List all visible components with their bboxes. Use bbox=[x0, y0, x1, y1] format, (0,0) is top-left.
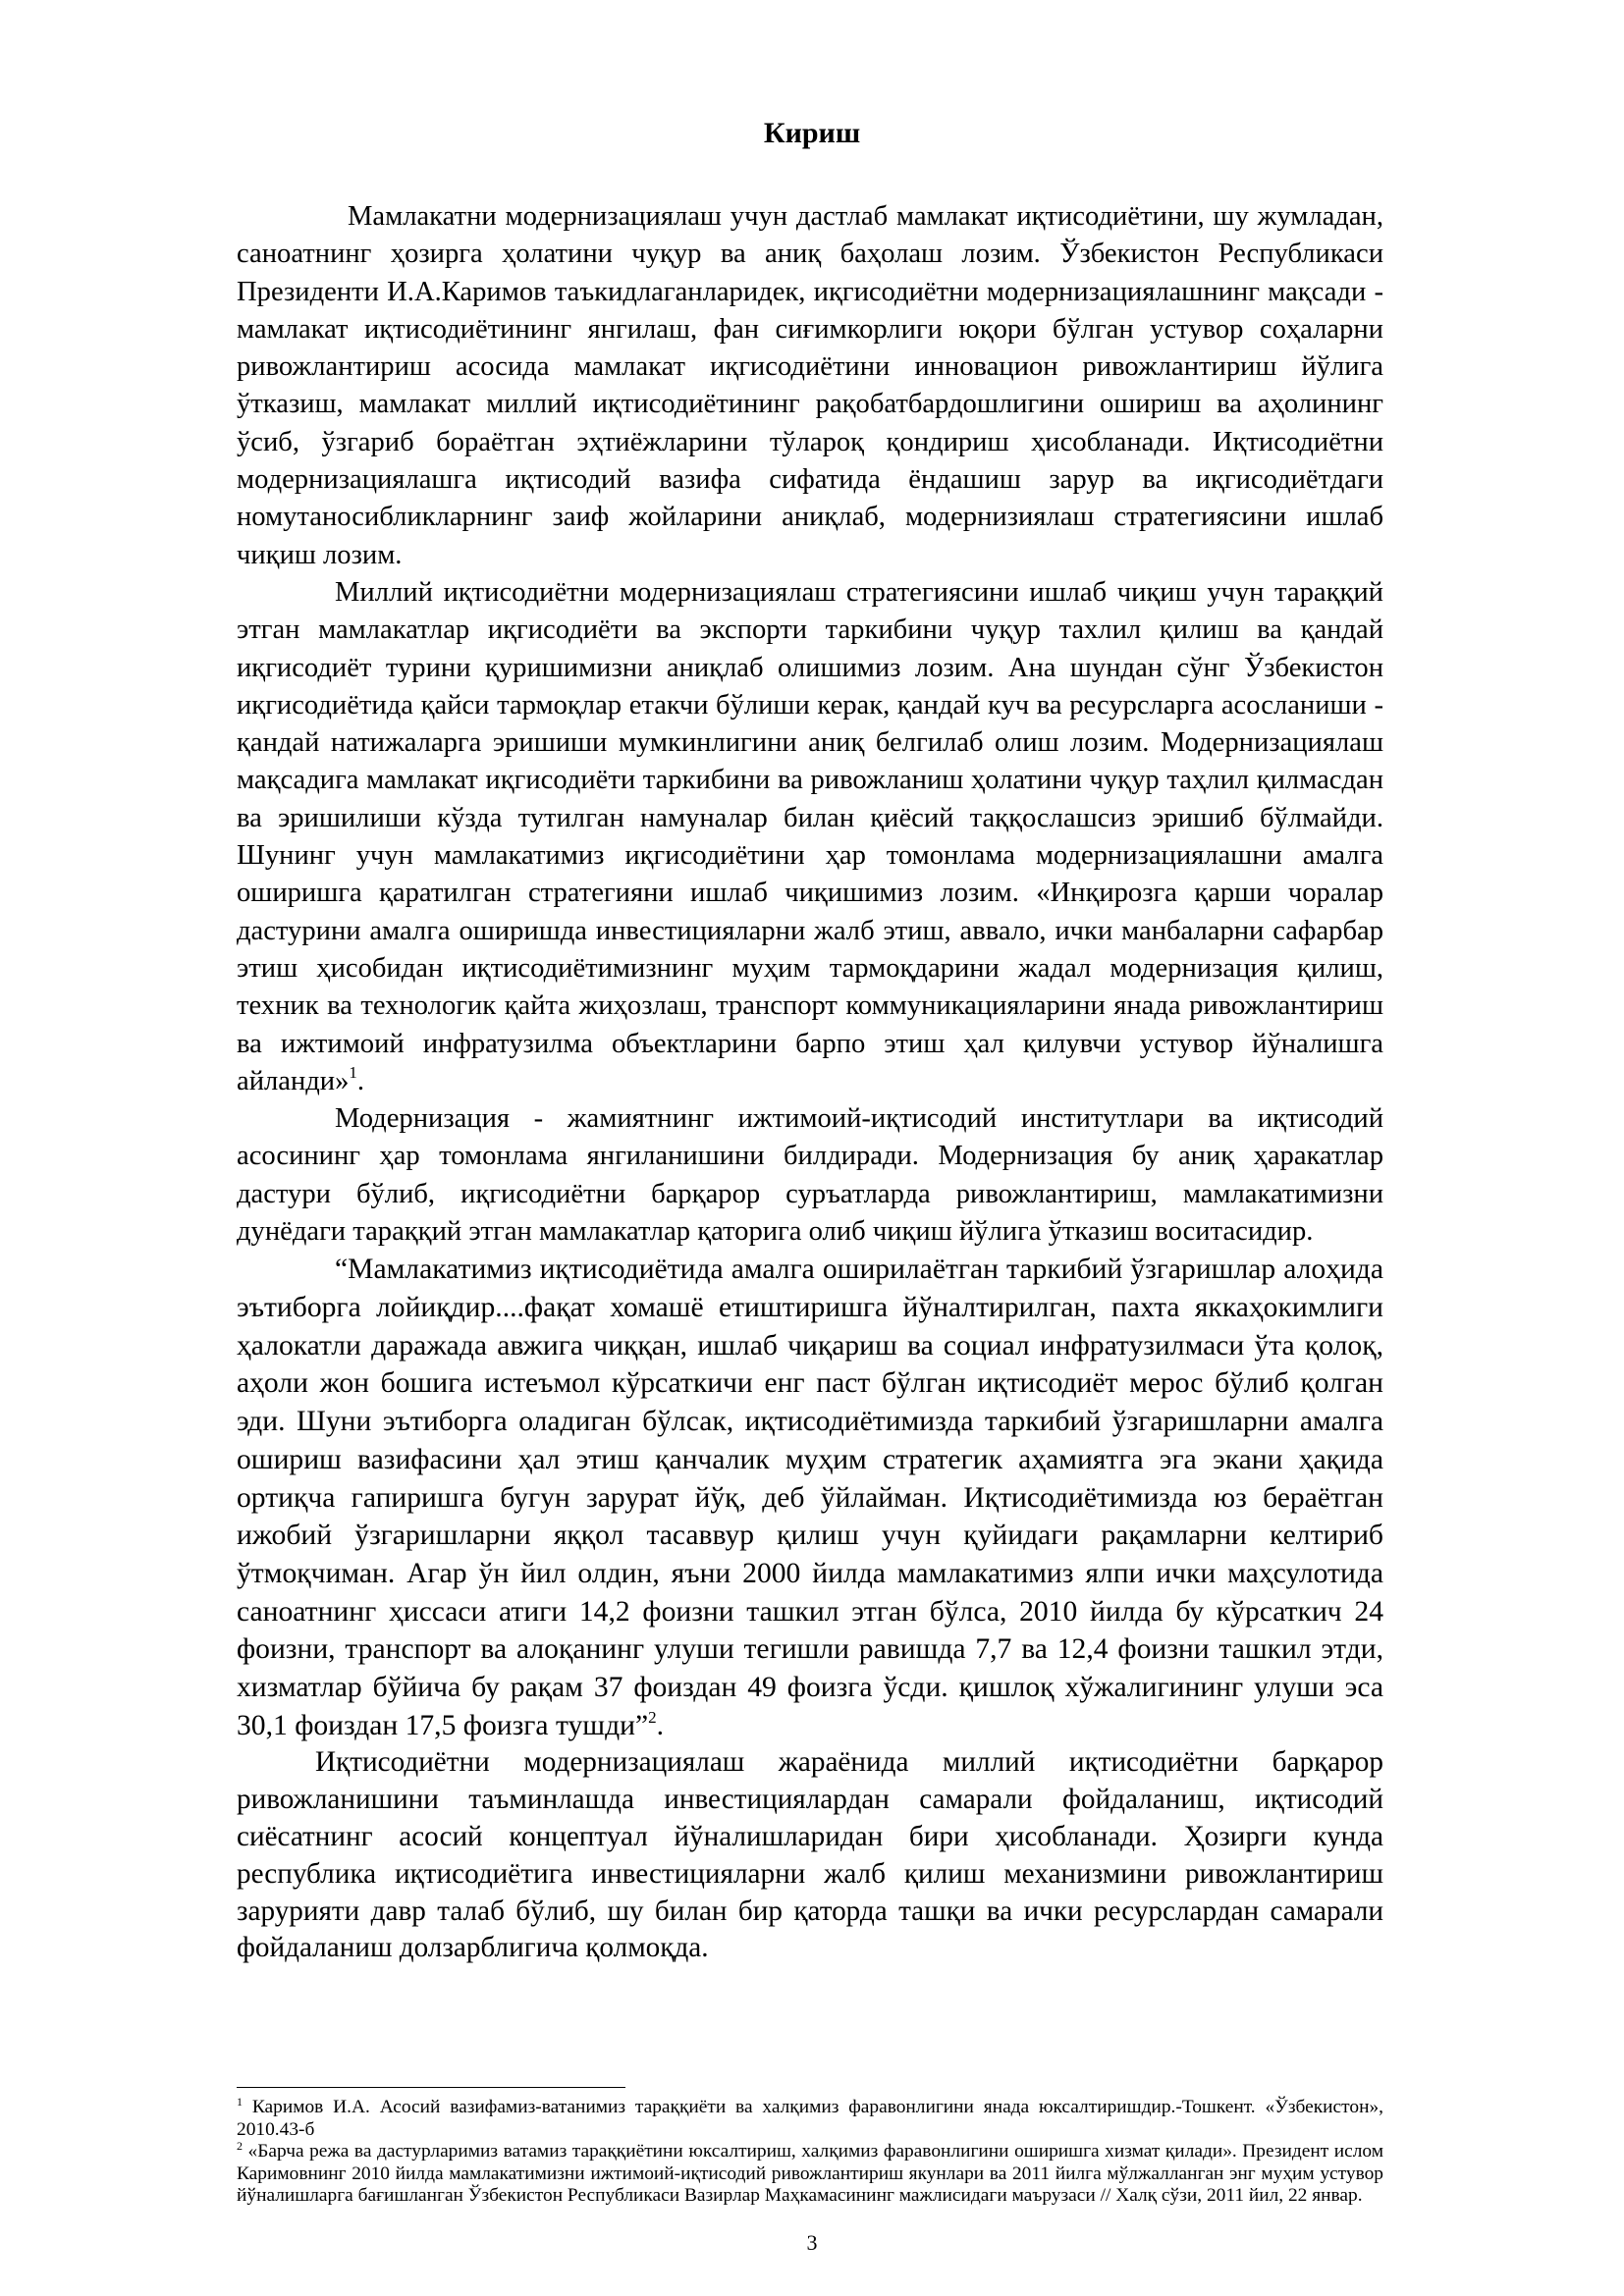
body-text bbox=[237, 198, 1383, 1967]
footnote-separator bbox=[237, 2087, 625, 2088]
footnote-mark: 2 bbox=[237, 2139, 243, 2153]
paragraph-text: Модернизация - жамиятнинг ижтимоий-иқтисодий институтлари ва иқтисодий асосининг ҳар томонлама янгиланишини билдиради. Модернизация бу аниқ ҳаракатлар дастури бўлиб, иқгисодиётни барқарор суръатларда ривожлантириш, мамлакатимизни дунёдаги тараққий этган мамлакатлар қаторига олиб чиқиш йўлига ўтказиш воситасидир. bbox=[237, 1103, 1383, 1248]
paragraph-text: Мамлакатни модернизациялаш учун дастлаб мамлакат иқтисодиётини, шу жумладан, саноатнинг ҳозирга ҳолатини чуқур ва аниқ баҳолаш лозим. Ўзбекистон Республикаси Президенти И.А.Каримов таъкидлаганларидек, иқгисодиётни модернизациялашнинг мақсади - мамлакат иқтисодиётининг янгилаш, фан сиғимкорлиги юқори бўлган устувор соҳаларни ривожлантириш асосида мамлакат иқгисодиётини инновацион ривожлантириш йўлига ўтказиш, мамлакат миллий иқтисодиётининг рақобатбардошлигини ошириш ва аҳолининг ўсиб, ўзгариб бораётган эҳтиёжларини тўлароқ қондириш ҳисобланади. Иқтисодиётни модернизациялашга иқтисодий вазифа сифатида ёндашиш зарур ва иқгисодиётдаги номутаносибликларнинг заиф жойларини аниқлаб, модернизиялаш стратегиясини ишлаб чиқиш лозим. bbox=[237, 201, 1383, 570]
paragraph bbox=[237, 574, 1383, 1100]
sentence-end: . bbox=[356, 1065, 365, 1096]
footnote-ref-1[interactable]: 1 bbox=[349, 1062, 357, 1082]
paragraph bbox=[237, 1744, 1383, 1967]
footnote bbox=[237, 2097, 1383, 2141]
footnote bbox=[237, 2141, 1383, 2208]
sentence-end: . bbox=[656, 1709, 665, 1741]
page-number: 3 bbox=[806, 2230, 818, 2255]
footnotes bbox=[237, 2097, 1383, 2208]
footnote-ref-2[interactable]: 2 bbox=[648, 1707, 657, 1727]
paragraph-text: Миллий иқтисодиётни модернизациялаш стратегиясини ишлаб чиқиш учун тараққий этган мамлакатлар иқгисодиёти ва экспорти таркибини чуқур тахлил қилиш ва қандай иқгисодиёт турини қуришимизни аниқлаб олишимиз лозим. Ана шундан сўнг Ўзбекистон иқгисодиётида қайси тармоқлар етакчи бўлиши керак, қандай куч ва ресурсларга асосланиши - қандай натижаларга эришиши мумкинлигини аниқ белгилаб олиш лозим. Модернизациялаш мақсадига мамлакат иқгисодиёти таркибини ва ривожланиш ҳолатини чуқур таҳлил қилмасдан ва эришилиши кўзда тутилган намуналар билан қиёсий таққослашсиз эришиб бўлмайди. Шунинг учун мамлакатимиз иқгисодиётини ҳар томонлама модернизациялашни амалга оширишга қаратилган стратегияни ишлаб чиқишимиз лозим. «Инқирозга қарши чоралар дастурини амалга оширишда инвестицияларни жалб этиш, аввало, ички манбаларни сафарбар этиш ҳисобидан иқтисодиётимизнинг муҳим тармоқдарини жадал модернизация қилиш, техник ва технологик қайта жиҳозлаш, транспорт коммуникацияларини янада ривожлантириш ва ижтимоий инфратузилма объектларини барпо этиш ҳал қилувчи устувор йўналишга айланди» bbox=[237, 576, 1383, 1096]
footnote-text: «Барча режа ва дастурларимиз ватамиз тараққиётини юксалтириш, халқимиз фаравонлигини оширишга хизмат қилади». Президент ислом Каримовнинг 2010 йилда мамлакатимизни ижтимоий-иқтисодий ривожлантириш якунлари ва 2011 йилга мўлжалланган энг муҳим устувор йўналишларга бағишланган Ўзбекистон Республикаси Вазирлар Маҳкамасининг мажлисидаги маърузаси // Халқ сўзи, 2011 йил, 22 январ. bbox=[237, 2141, 1383, 2206]
footnote-mark: 1 bbox=[237, 2095, 243, 2109]
paragraph-text: Иқтисодиётни модернизациялаш жараёнида миллий иқтисодиётни барқарор ривожланишини таъминлашда инвестициялардан самарали фойдаланиш, иқтисодий сиёсатнинг асосий концептуал йўналишларидан бири ҳисобланади. Ҳозирги кунда республика иқтисодиётига инвестицияларни жалб қилиш механизмини ривожлантириш зарурияти давр талаб бўлиб, шу билан бир қаторда ташқи ва ички ресурслардан самарали фойдаланиш долзарблигича қолмоқда. bbox=[237, 1746, 1383, 1964]
paragraph-text: “Мамлакатимиз иқтисодиётида амалга оширилаётган таркибий ўзгаришлар алоҳида эътиборга лойиқдир....фақат хомашё етиштиришга йўналтирилган, пахта яккаҳокимлиги ҳалокатли даражада авжига чиққан, ишлаб чиқариш ва социал инфратузилмаси ўта қолоқ, аҳоли жон бошига истеъмол кўрсаткичи енг паст бўлган иқтисодиёт мерос бўлиб қолган эди. Шуни эътиборга оладиган бўлсак, иқтисодиётимизда таркибий ўзгаришларни амалга ошириш вазифасини ҳал этиш қанчалик муҳим стратегик аҳамиятга эга экани ҳақида ортиқча гапиришга бугун зарурат йўқ, деб ўйлайман. Иқтисодиётимизда юз бераётган ижобий ўзгаришларни яққол тасаввур қилиш учун қуйидаги рақамларни келтириб ўтмоқчиман. Агар ўн йил олдин, яъни 2000 йилда мамлакатимиз ялпи ички маҳсулотида саноатнинг ҳиссаси атиги 14,2 фоизни ташкил этган бўлса, 2010 йилда бу кўрсаткич 24 фоизни, транспорт ва алоқанинг улуши тегишли равишда 7,7 ва 12,4 фоизни ташкил этди, хизматлар бўйича бу рақам 37 фоиздан 49 фоизга ўсди. қишлоқ хўжалигининг улуши эса 30,1 фоиздан 17,5 фоизга тушди” bbox=[237, 1254, 1383, 1741]
paragraph bbox=[237, 1251, 1383, 1744]
paragraph bbox=[237, 198, 1383, 574]
footnote-text: Каримов И.А. Асосий вазифамиз-ватанимиз тараққиёти ва халқимиз фаравонлигини янада юксалтиришдир.-Тошкент. «Ўзбекистон», 2010.43-б bbox=[237, 2097, 1383, 2140]
paragraph bbox=[237, 1100, 1383, 1251]
page-title: Кириш bbox=[763, 117, 861, 149]
